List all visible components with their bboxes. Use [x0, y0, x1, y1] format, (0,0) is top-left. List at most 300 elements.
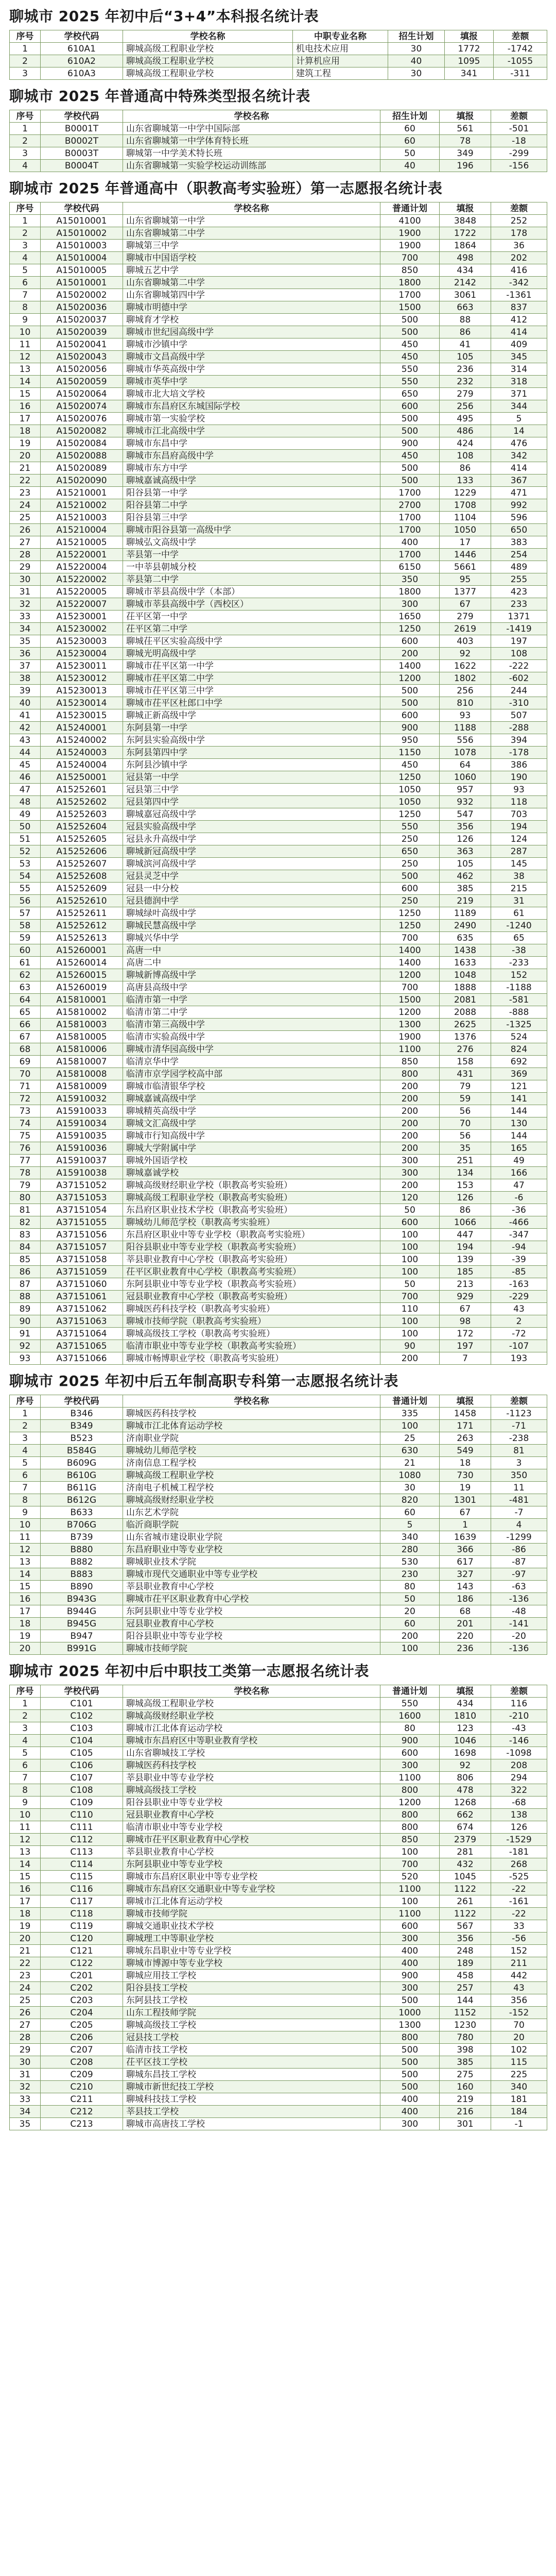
table-cell: 阳谷县第三中学: [123, 512, 380, 524]
table-cell: B0002T: [41, 135, 123, 147]
table-cell: 9: [10, 1797, 41, 1809]
table-cell: 230: [380, 1568, 440, 1581]
table-row: [10, 1167, 547, 1179]
table-cell: 450: [380, 338, 440, 351]
table-cell: 临清市技工学校: [123, 2044, 380, 2056]
table-cell: 367: [491, 474, 547, 487]
table-cell: 600: [380, 883, 440, 895]
table-cell: 141: [491, 1093, 547, 1105]
table-row: [10, 2106, 547, 2118]
table-cell: A15250001: [41, 771, 123, 784]
table-cell: 12: [10, 1834, 41, 1846]
table-cell: 900: [380, 1970, 440, 1982]
table-cell: 6: [10, 1759, 41, 1772]
table-cell: 1864: [440, 240, 491, 252]
table-cell: 聊城东昌职业中等专业学校: [123, 1945, 380, 1957]
table-cell: 聊城市茌平区职业教育中心学校: [123, 1593, 380, 1605]
table-cell: 27: [10, 2019, 41, 2031]
table-cell: 251: [440, 1155, 491, 1167]
table-cell: 1400: [380, 957, 440, 969]
table-cell: 550: [380, 363, 440, 376]
table-cell: 80: [380, 1581, 440, 1593]
table-cell: 4: [10, 252, 41, 264]
table-cell: -152: [491, 2007, 547, 2019]
table-cell: 340: [380, 1531, 440, 1544]
table-cell: A37151065: [41, 1340, 123, 1352]
table-cell: 16: [10, 1883, 41, 1895]
table-cell: -71: [491, 1420, 547, 1432]
table-cell: 300: [380, 1982, 440, 1994]
table-cell: 211: [491, 1957, 547, 1970]
column-header: 填报: [440, 1395, 491, 1408]
table-cell: 900: [380, 1735, 440, 1747]
table-cell: A15252607: [41, 858, 123, 870]
table-cell: 2081: [440, 994, 491, 1006]
table-cell: 聊城市中国语学校: [123, 252, 380, 264]
table-cell: B0001T: [41, 123, 123, 135]
table-cell: 3848: [440, 215, 491, 227]
table-cell: 2: [491, 1315, 547, 1328]
table-cell: B0004T: [41, 160, 123, 172]
table-cell: 256: [440, 685, 491, 697]
table-cell: A37151057: [41, 1241, 123, 1253]
table-cell: 聊城市东昌府区交通职业中等专业学校: [123, 1883, 380, 1895]
table-cell: 236: [440, 1642, 491, 1655]
table-row: [10, 709, 547, 722]
table-cell: 1500: [380, 301, 440, 314]
table-cell: 聊城高级技工学校（职教高考实验班）: [123, 1328, 380, 1340]
table-cell: 冠县德润中学: [123, 895, 380, 907]
table-cell: 450: [380, 450, 440, 462]
table-row: [10, 2019, 547, 2031]
table-cell: 1377: [440, 586, 491, 598]
table-cell: 7: [10, 1772, 41, 1784]
table-cell: 54: [10, 870, 41, 883]
table-cell: 22: [10, 1957, 41, 1970]
table-cell: 171: [440, 1420, 491, 1432]
table-cell: 345: [491, 351, 547, 363]
table-cell: 471: [491, 487, 547, 499]
table-cell: 144: [491, 1130, 547, 1142]
table-cell: 41: [10, 709, 41, 722]
table-cell: 阳谷县职业中等专业学校: [123, 1797, 380, 1809]
table-cell: A15020090: [41, 474, 123, 487]
table-cell: 东昌府区职业技术学校（职教高考实验班）: [123, 1204, 380, 1216]
table-cell: 21: [10, 462, 41, 474]
table-cell: 800: [380, 1068, 440, 1080]
table-cell: 424: [440, 437, 491, 450]
table-cell: 临清市第三高级中学: [123, 1019, 380, 1031]
table-row: [10, 1945, 547, 1957]
table-cell: 398: [440, 2044, 491, 2056]
table-row: [10, 1328, 547, 1340]
table-cell: 383: [491, 536, 547, 549]
column-header: 学校名称: [123, 1395, 380, 1408]
table-cell: C208: [41, 2056, 123, 2069]
table-cell: 聊城市第一实验学校: [123, 413, 380, 425]
table-cell: 193: [491, 1352, 547, 1365]
table-cell: 山东省城市建设职业学院: [123, 1531, 380, 1544]
table-cell: 287: [491, 845, 547, 858]
table-cell: 400: [380, 1957, 440, 1970]
table-cell: A15240004: [41, 759, 123, 771]
table-row: [10, 561, 547, 573]
table-cell: -163: [491, 1278, 547, 1291]
table-cell: 900: [380, 722, 440, 734]
table-cell: -888: [491, 1006, 547, 1019]
table-cell: 68: [10, 1043, 41, 1056]
table-cell: 1438: [440, 944, 491, 957]
table-cell: 40: [388, 55, 445, 67]
table-cell: C101: [41, 1698, 123, 1710]
table-cell: 80: [10, 1192, 41, 1204]
table-cell: -466: [491, 1216, 547, 1229]
table-cell: 高唐二中: [123, 957, 380, 969]
column-header: 填报: [440, 202, 491, 215]
table-cell: C118: [41, 1908, 123, 1920]
table-row: [10, 611, 547, 623]
table-cell: 5: [10, 1747, 41, 1759]
table-cell: 617: [440, 1556, 491, 1568]
table-cell: -1361: [491, 289, 547, 301]
section-title: 聊城市 2025 年普通高中（职教高考实验班）第一志愿报名统计表: [9, 180, 443, 197]
table-cell: -7: [491, 1506, 547, 1519]
table-cell: 8: [10, 1784, 41, 1797]
table-cell: A15020036: [41, 301, 123, 314]
table-row: [10, 660, 547, 672]
table-cell: B945G: [41, 1618, 123, 1630]
table-cell: C210: [41, 2081, 123, 2093]
table-row: [10, 2118, 547, 2130]
table-cell: 31: [491, 895, 547, 907]
table-cell: 50: [380, 1278, 440, 1291]
table-cell: 1500: [380, 994, 440, 1006]
table-cell: 25: [10, 512, 41, 524]
table-cell: 冠县永升高级中学: [123, 833, 380, 845]
table-row: [10, 474, 547, 487]
table-body: [10, 215, 547, 1365]
table-cell: A37151052: [41, 1179, 123, 1192]
table-cell: A37151064: [41, 1328, 123, 1340]
table-cell: C202: [41, 1982, 123, 1994]
table-cell: 13: [10, 363, 41, 376]
table-cell: 聊城高级工程职业学校（职教高考实验班）: [123, 1192, 380, 1204]
table-row: [10, 1340, 547, 1352]
table-cell: A15010001: [41, 215, 123, 227]
table-cell: -1742: [494, 43, 547, 55]
table-cell: -87: [491, 1556, 547, 1568]
table-cell: -107: [491, 1340, 547, 1352]
table-cell: 60: [10, 944, 41, 957]
table-cell: A15252601: [41, 784, 123, 796]
table-cell: 21: [380, 1457, 440, 1469]
table-cell: 342: [491, 450, 547, 462]
table-row: [10, 1155, 547, 1167]
table-cell: A15810005: [41, 1031, 123, 1043]
table-cell: 2: [10, 227, 41, 240]
table-cell: 434: [440, 1698, 491, 1710]
table-cell: 67: [440, 1303, 491, 1315]
table-cell: A15230014: [41, 697, 123, 709]
table-cell: 34: [10, 623, 41, 635]
section-title: 聊城市 2025 年初中后“3+4”本科报名统计表: [9, 8, 319, 25]
table-row: [10, 2093, 547, 2106]
table-row: [10, 135, 547, 147]
table-cell: B947: [41, 1630, 123, 1642]
table-row: [10, 1593, 547, 1605]
table-cell: 1: [10, 123, 41, 135]
table-cell: C115: [41, 1871, 123, 1883]
table-cell: 聊城市江北体育运动学校: [123, 1722, 380, 1735]
table-cell: 39: [10, 685, 41, 697]
data-table: [9, 202, 547, 1365]
table-cell: 108: [491, 648, 547, 660]
table-row: [10, 1994, 547, 2007]
table-cell: A37151063: [41, 1315, 123, 1328]
table-cell: 703: [491, 808, 547, 821]
table-cell: 东阿县职业中等专业学校: [123, 1858, 380, 1871]
table-row: [10, 1315, 547, 1328]
table-cell: 临清市实验高级中学: [123, 1031, 380, 1043]
table-cell: 219: [440, 895, 491, 907]
table-row: [10, 944, 547, 957]
table-cell: C211: [41, 2093, 123, 2106]
table-cell: 190: [491, 771, 547, 784]
table-row: [10, 1982, 547, 1994]
table-cell: 聊城市现代交通职业中等专业学校: [123, 1568, 380, 1581]
table-cell: 462: [440, 870, 491, 883]
table-cell: 93: [10, 1352, 41, 1365]
page: [0, 7, 556, 2130]
table-cell: 123: [440, 1722, 491, 1735]
table-cell: 聊城市技师学院: [123, 1642, 380, 1655]
table-cell: 7: [440, 1352, 491, 1365]
table-cell: 聊城市新世纪技工学校: [123, 2081, 380, 2093]
table-cell: -581: [491, 994, 547, 1006]
table-cell: 78: [10, 1167, 41, 1179]
table-row: [10, 858, 547, 870]
table-cell: 冠县职业教育中心学校: [123, 1618, 380, 1630]
table-cell: 15: [10, 388, 41, 400]
table-cell: 200: [380, 1630, 440, 1642]
table-cell: -222: [491, 660, 547, 672]
table-cell: 6150: [380, 561, 440, 573]
table-cell: A15910032: [41, 1093, 123, 1105]
table-cell: 189: [440, 1957, 491, 1970]
table-cell: A15810009: [41, 1080, 123, 1093]
table-cell: 19: [10, 1630, 41, 1642]
table-row: [10, 1204, 547, 1216]
table-cell: 600: [380, 1920, 440, 1933]
table-cell: 莘县第二中学: [123, 573, 380, 586]
table-cell: 1900: [380, 227, 440, 240]
table-section-five-year-college: [9, 1372, 547, 1655]
table-cell: 冠县职业教育中心学校: [123, 1809, 380, 1821]
table-cell: A15020082: [41, 425, 123, 437]
table-cell: 聊城嘉诚高级中学: [123, 474, 380, 487]
table-cell: 820: [380, 1494, 440, 1506]
table-cell: B584G: [41, 1445, 123, 1457]
table-cell: A15210002: [41, 499, 123, 512]
table-cell: 92: [440, 1759, 491, 1772]
table-cell: 冠县职业教育中心学校（职教高考实验班）: [123, 1291, 380, 1303]
table-cell: 700: [380, 1858, 440, 1871]
table-cell: 4: [10, 1445, 41, 1457]
table-row: [10, 1772, 547, 1784]
table-cell: 38: [491, 870, 547, 883]
table-cell: 48: [10, 796, 41, 808]
table-cell: 1050: [440, 524, 491, 536]
table-cell: A15252612: [41, 920, 123, 932]
table-row: [10, 351, 547, 363]
table-cell: 临清市职业中等专业学校: [123, 1821, 380, 1834]
table-cell: 8: [10, 301, 41, 314]
table-cell: 济南电子机械工程学校: [123, 1482, 380, 1494]
table-row: [10, 1291, 547, 1303]
table-row: [10, 1531, 547, 1544]
table-cell: A15230002: [41, 623, 123, 635]
table-row: [10, 160, 547, 172]
table-row: [10, 1797, 547, 1809]
table-cell: 聊城精英高级中学: [123, 1105, 380, 1117]
table-row: [10, 932, 547, 944]
table-cell: 18: [10, 425, 41, 437]
table-cell: 东阿县技工学校: [123, 1994, 380, 2007]
table-cell: 300: [380, 1933, 440, 1945]
table-cell: 800: [380, 1821, 440, 1834]
table-cell: 300: [380, 1759, 440, 1772]
table-cell: 64: [440, 759, 491, 771]
table-cell: 1229: [440, 487, 491, 499]
table-cell: 152: [491, 1945, 547, 1957]
table-cell: A37151061: [41, 1291, 123, 1303]
table-cell: 196: [440, 160, 491, 172]
table-cell: 850: [380, 264, 440, 277]
table-row: [10, 1117, 547, 1130]
table-cell: 500: [380, 413, 440, 425]
table-cell: 37: [10, 660, 41, 672]
column-header: 中职专业名称: [293, 30, 388, 43]
table-cell: 1200: [380, 1797, 440, 1809]
table-cell: -85: [491, 1266, 547, 1278]
table-cell: 聊城市茌平区杜郎口中学: [123, 697, 380, 709]
table-cell: 219: [440, 2093, 491, 2106]
table-cell: 13: [10, 1846, 41, 1858]
table-cell: 计算机应用: [293, 55, 388, 67]
table-cell: 18: [440, 1457, 491, 1469]
table-cell: 92: [10, 1340, 41, 1352]
table-cell: 聊城正新高级中学: [123, 709, 380, 722]
table-cell: C117: [41, 1895, 123, 1908]
table-row: [10, 845, 547, 858]
column-header: 差额: [491, 1395, 547, 1408]
table-cell: 635: [440, 932, 491, 944]
table-cell: A37151053: [41, 1192, 123, 1204]
table-row: [10, 833, 547, 845]
table-cell: 14: [10, 376, 41, 388]
table-row: [10, 1970, 547, 1982]
table-row: [10, 1933, 547, 1945]
table-cell: 聊城市行知高级中学: [123, 1130, 380, 1142]
table-cell: 314: [491, 363, 547, 376]
table-cell: C112: [41, 1834, 123, 1846]
table-cell: 500: [380, 2081, 440, 2093]
table-cell: 20: [10, 1933, 41, 1945]
table-cell: 300: [380, 1155, 440, 1167]
table-cell: 610A2: [41, 55, 123, 67]
table-cell: 500: [380, 326, 440, 338]
table-cell: -229: [491, 1291, 547, 1303]
table-cell: 30: [388, 43, 445, 55]
table-cell: 聊城市莘县高级中学（西校区）: [123, 598, 380, 611]
table-cell: 45: [10, 759, 41, 771]
table-cell: 100: [380, 1229, 440, 1241]
table-cell: 1300: [380, 1019, 440, 1031]
table-cell: 14: [10, 1568, 41, 1581]
table-cell: 88: [10, 1291, 41, 1303]
table-cell: 349: [440, 147, 491, 160]
table-cell: 850: [380, 1056, 440, 1068]
table-cell: 临沂商职学院: [123, 1519, 380, 1531]
table-cell: 聊城市高唐技工学校: [123, 2118, 380, 2130]
table-cell: 1200: [380, 672, 440, 685]
data-table: [9, 110, 547, 172]
table-cell: A15220004: [41, 561, 123, 573]
table-body: [10, 1698, 547, 2130]
column-header: 填报: [440, 110, 491, 123]
table-cell: 聊城光明高级中学: [123, 648, 380, 660]
table-cell: 聊城市北大培文学校: [123, 388, 380, 400]
table-cell: 冠县第三中学: [123, 784, 380, 796]
table-cell: 692: [491, 1056, 547, 1068]
table-cell: C122: [41, 1957, 123, 1970]
table-cell: 806: [440, 1772, 491, 1784]
table-cell: 1400: [380, 944, 440, 957]
column-header: 填报: [440, 1685, 491, 1698]
table-cell: 临清市京学园学校高中部: [123, 1068, 380, 1080]
column-header: 序号: [10, 202, 41, 215]
table-row: [10, 376, 547, 388]
table-row: [10, 1858, 547, 1871]
table-cell: 58: [10, 920, 41, 932]
table-cell: 32: [10, 598, 41, 611]
table-cell: 聊城市博源中等专业学校: [123, 1957, 380, 1970]
column-header: 差额: [494, 30, 547, 43]
table-row: [10, 549, 547, 561]
table-cell: 1700: [380, 512, 440, 524]
table-cell: 1800: [380, 586, 440, 598]
table-cell: 385: [440, 2056, 491, 2069]
table-cell: 1700: [380, 487, 440, 499]
table-cell: 56: [10, 895, 41, 907]
table-cell: 聊城新博高级中学: [123, 969, 380, 981]
table-cell: A15020056: [41, 363, 123, 376]
table-cell: C203: [41, 1994, 123, 2007]
table-row: [10, 1142, 547, 1155]
table-cell: 70: [10, 1068, 41, 1080]
table-cell: 92: [440, 648, 491, 660]
table-cell: 556: [440, 734, 491, 747]
table-cell: -181: [491, 1846, 547, 1858]
table-cell: 100: [380, 1241, 440, 1253]
table-cell: 166: [491, 1167, 547, 1179]
table-cell: 950: [380, 734, 440, 747]
table-cell: 5: [10, 1457, 41, 1469]
table-cell: 160: [440, 2081, 491, 2093]
table-cell: 1300: [380, 2019, 440, 2031]
table-row: [10, 1809, 547, 1821]
table-cell: 268: [491, 1858, 547, 1871]
